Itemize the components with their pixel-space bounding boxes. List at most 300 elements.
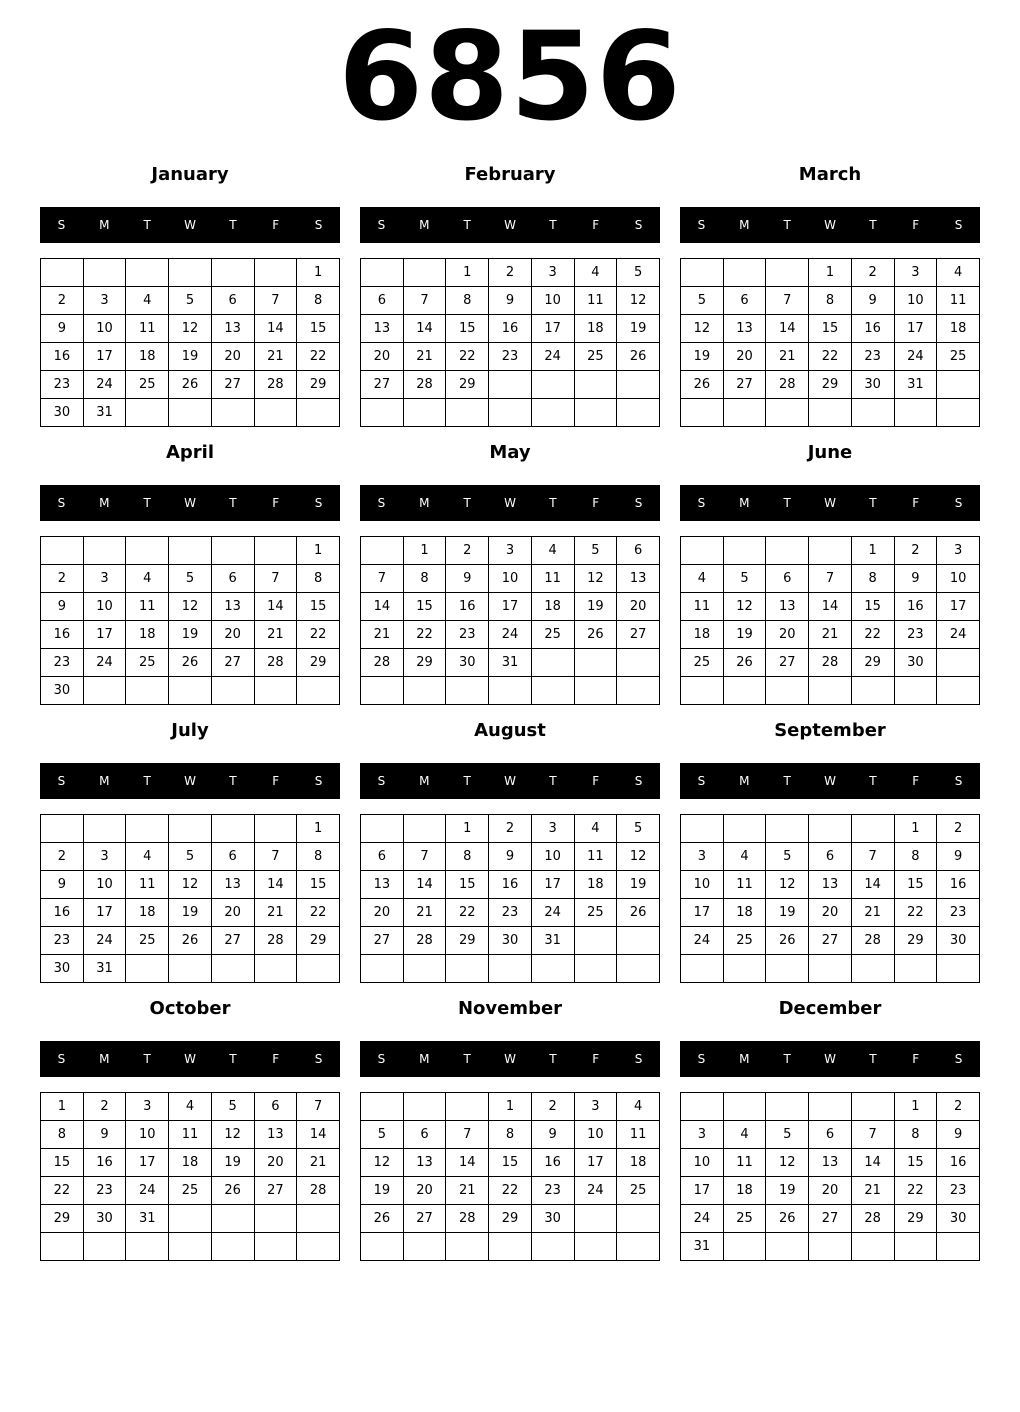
day-cell: 6 <box>361 287 404 315</box>
day-cell: 10 <box>531 843 574 871</box>
month-title: January <box>151 164 229 185</box>
day-cell: 29 <box>809 371 852 399</box>
day-cell: 12 <box>766 1149 809 1177</box>
weekday-label: M <box>99 496 110 510</box>
day-cell: 15 <box>297 593 340 621</box>
day-cell: 18 <box>937 315 980 343</box>
day-cell: 30 <box>446 649 489 677</box>
day-cell: 6 <box>361 843 404 871</box>
day-cell: 27 <box>254 1177 297 1205</box>
weekday-label: S <box>314 496 323 510</box>
day-cell: 1 <box>446 815 489 843</box>
week-row <box>681 621 980 649</box>
day-cell: 14 <box>254 871 297 899</box>
day-cell: 18 <box>574 315 617 343</box>
day-cell: 10 <box>531 287 574 315</box>
day-cell: 19 <box>211 1149 254 1177</box>
day-cell: 9 <box>851 287 894 315</box>
day-cell: 22 <box>894 899 937 927</box>
day-cell: 13 <box>723 315 766 343</box>
day-cell: 10 <box>83 315 126 343</box>
empty-day-cell <box>403 955 446 983</box>
day-cell: 13 <box>211 315 254 343</box>
day-cell: 17 <box>681 1177 724 1205</box>
weekday-label: T <box>549 774 557 788</box>
day-cell: 5 <box>361 1121 404 1149</box>
empty-day-cell <box>937 1233 980 1261</box>
day-cell: 4 <box>723 1121 766 1149</box>
day-cell: 24 <box>83 371 126 399</box>
empty-day-cell <box>937 371 980 399</box>
day-cell: 21 <box>809 621 852 649</box>
day-cell: 19 <box>169 621 212 649</box>
day-cell: 28 <box>809 649 852 677</box>
weekday-label: S <box>697 496 706 510</box>
month-september <box>680 718 980 998</box>
empty-day-cell <box>403 1093 446 1121</box>
day-cell: 11 <box>169 1121 212 1149</box>
week-row <box>681 1177 980 1205</box>
empty-day-cell <box>126 1233 169 1261</box>
day-cell: 24 <box>531 343 574 371</box>
weekday-label: F <box>592 496 600 510</box>
day-cell: 7 <box>403 287 446 315</box>
day-cell: 2 <box>894 537 937 565</box>
day-cell: 2 <box>851 259 894 287</box>
day-cell: 17 <box>681 899 724 927</box>
day-cell: 13 <box>361 315 404 343</box>
weekday-label: F <box>272 218 280 232</box>
day-cell: 7 <box>254 565 297 593</box>
day-cell: 4 <box>126 843 169 871</box>
empty-day-cell <box>126 259 169 287</box>
empty-day-cell <box>211 677 254 705</box>
weekday-label: M <box>739 496 750 510</box>
week-row <box>361 315 660 343</box>
day-cell: 29 <box>851 649 894 677</box>
day-cell: 22 <box>851 621 894 649</box>
day-cell: 16 <box>489 315 532 343</box>
day-cell: 31 <box>489 649 532 677</box>
day-cell: 1 <box>297 537 340 565</box>
empty-day-cell <box>617 677 660 705</box>
empty-day-cell <box>83 537 126 565</box>
empty-day-cell <box>531 955 574 983</box>
empty-day-cell <box>766 677 809 705</box>
day-cell: 20 <box>254 1149 297 1177</box>
day-cell: 20 <box>211 343 254 371</box>
empty-day-cell <box>681 537 724 565</box>
day-cell: 12 <box>574 565 617 593</box>
day-cell: 23 <box>851 343 894 371</box>
weekday-label: S <box>377 774 386 788</box>
day-cell: 16 <box>489 871 532 899</box>
empty-day-cell <box>446 955 489 983</box>
day-cell: 28 <box>254 927 297 955</box>
weekday-label: T <box>783 218 791 232</box>
day-cell: 23 <box>489 343 532 371</box>
day-cell: 21 <box>297 1149 340 1177</box>
empty-day-cell <box>574 955 617 983</box>
day-cell: 31 <box>531 927 574 955</box>
day-cell: 24 <box>531 899 574 927</box>
empty-day-cell <box>723 677 766 705</box>
day-cell: 6 <box>211 843 254 871</box>
weekday-label: S <box>377 1052 386 1066</box>
empty-day-cell <box>766 1093 809 1121</box>
day-cell: 3 <box>574 1093 617 1121</box>
empty-day-cell <box>766 399 809 427</box>
day-cell: 30 <box>851 371 894 399</box>
day-cell: 28 <box>446 1205 489 1233</box>
day-grid <box>680 536 980 705</box>
day-cell: 8 <box>297 287 340 315</box>
day-cell: 20 <box>361 899 404 927</box>
day-cell: 15 <box>446 315 489 343</box>
empty-day-cell <box>446 1093 489 1121</box>
day-cell: 30 <box>83 1205 126 1233</box>
month-march <box>680 162 980 442</box>
week-row <box>681 343 980 371</box>
weekday-label: S <box>634 1052 643 1066</box>
empty-day-cell <box>766 537 809 565</box>
month-april <box>40 440 340 720</box>
empty-day-cell <box>531 677 574 705</box>
empty-day-cell <box>531 371 574 399</box>
day-grid <box>360 814 660 983</box>
day-cell: 31 <box>894 371 937 399</box>
empty-day-cell <box>851 1093 894 1121</box>
day-cell: 24 <box>126 1177 169 1205</box>
weekday-label: T <box>869 218 877 232</box>
day-cell: 8 <box>403 565 446 593</box>
weekday-header-bar <box>40 763 340 799</box>
day-cell: 12 <box>617 287 660 315</box>
weekday-label: S <box>57 218 66 232</box>
day-cell: 8 <box>489 1121 532 1149</box>
week-row <box>361 649 660 677</box>
weekday-label: M <box>99 774 110 788</box>
day-cell: 4 <box>723 843 766 871</box>
empty-day-cell <box>937 399 980 427</box>
day-cell: 19 <box>723 621 766 649</box>
week-row <box>41 343 340 371</box>
weekday-label: S <box>57 496 66 510</box>
day-cell: 2 <box>41 287 84 315</box>
weekday-label: F <box>912 218 920 232</box>
day-cell: 1 <box>403 537 446 565</box>
empty-day-cell <box>211 537 254 565</box>
day-cell: 16 <box>851 315 894 343</box>
day-cell: 23 <box>41 371 84 399</box>
day-cell: 16 <box>41 621 84 649</box>
day-grid <box>680 814 980 983</box>
day-cell: 17 <box>83 343 126 371</box>
weekday-header-bar <box>360 763 660 799</box>
empty-day-cell <box>361 399 404 427</box>
empty-day-cell <box>361 259 404 287</box>
empty-day-cell <box>681 955 724 983</box>
day-cell: 28 <box>254 649 297 677</box>
month-may <box>360 440 660 720</box>
week-row <box>41 1093 340 1121</box>
weekday-label: M <box>99 218 110 232</box>
empty-day-cell <box>254 1233 297 1261</box>
day-cell: 4 <box>574 815 617 843</box>
day-cell: 4 <box>937 259 980 287</box>
day-cell: 13 <box>361 871 404 899</box>
day-cell: 31 <box>83 955 126 983</box>
week-row <box>681 259 980 287</box>
empty-day-cell <box>574 371 617 399</box>
empty-day-cell <box>403 677 446 705</box>
empty-day-cell <box>766 955 809 983</box>
day-cell: 17 <box>574 1149 617 1177</box>
weekday-label: T <box>869 774 877 788</box>
empty-day-cell <box>894 1233 937 1261</box>
weekday-label: S <box>954 774 963 788</box>
day-cell: 5 <box>766 843 809 871</box>
day-cell: 15 <box>809 315 852 343</box>
day-cell: 8 <box>809 287 852 315</box>
day-cell: 24 <box>894 343 937 371</box>
weekday-label: S <box>634 496 643 510</box>
day-cell: 9 <box>446 565 489 593</box>
week-row <box>361 1121 660 1149</box>
weekday-header-bar <box>680 1041 980 1077</box>
empty-day-cell <box>41 259 84 287</box>
day-cell: 1 <box>809 259 852 287</box>
day-cell: 18 <box>574 871 617 899</box>
empty-day-cell <box>83 1233 126 1261</box>
day-cell: 12 <box>169 871 212 899</box>
day-cell: 31 <box>126 1205 169 1233</box>
empty-day-cell <box>297 1205 340 1233</box>
empty-day-cell <box>126 677 169 705</box>
day-cell: 24 <box>83 649 126 677</box>
day-cell: 5 <box>211 1093 254 1121</box>
day-cell: 11 <box>126 871 169 899</box>
empty-day-cell <box>723 537 766 565</box>
week-row <box>361 343 660 371</box>
weekday-label: F <box>272 496 280 510</box>
day-cell: 27 <box>809 1205 852 1233</box>
month-title: September <box>774 720 886 741</box>
empty-day-cell <box>723 1233 766 1261</box>
day-cell: 21 <box>446 1177 489 1205</box>
day-cell: 23 <box>446 621 489 649</box>
week-row <box>41 593 340 621</box>
empty-day-cell <box>574 399 617 427</box>
day-cell: 16 <box>937 1149 980 1177</box>
day-cell: 2 <box>489 259 532 287</box>
weekday-label: F <box>592 218 600 232</box>
day-cell: 29 <box>297 649 340 677</box>
day-cell: 1 <box>851 537 894 565</box>
weekday-header-bar <box>40 1041 340 1077</box>
day-cell: 7 <box>851 1121 894 1149</box>
weekday-label: W <box>504 1052 516 1066</box>
day-cell: 9 <box>531 1121 574 1149</box>
day-grid <box>360 258 660 427</box>
day-cell: 21 <box>851 899 894 927</box>
day-cell: 26 <box>574 621 617 649</box>
day-cell: 5 <box>169 565 212 593</box>
day-cell: 15 <box>851 593 894 621</box>
empty-day-cell <box>126 815 169 843</box>
weekday-label: S <box>314 774 323 788</box>
empty-day-cell <box>446 399 489 427</box>
day-cell: 1 <box>297 259 340 287</box>
weekday-label: T <box>463 218 471 232</box>
day-cell: 11 <box>937 287 980 315</box>
day-cell: 8 <box>41 1121 84 1149</box>
day-cell: 26 <box>169 371 212 399</box>
day-cell: 26 <box>211 1177 254 1205</box>
day-cell: 9 <box>489 287 532 315</box>
empty-day-cell <box>254 537 297 565</box>
day-cell: 3 <box>83 565 126 593</box>
month-july <box>40 718 340 998</box>
week-row <box>681 1205 980 1233</box>
day-cell: 10 <box>489 565 532 593</box>
week-row <box>41 899 340 927</box>
weekday-label: W <box>504 496 516 510</box>
weekday-label: T <box>229 496 237 510</box>
day-cell: 22 <box>297 343 340 371</box>
empty-day-cell <box>809 537 852 565</box>
empty-day-cell <box>361 677 404 705</box>
empty-day-cell <box>617 399 660 427</box>
weekday-label: W <box>184 218 196 232</box>
day-cell: 9 <box>41 315 84 343</box>
day-cell: 30 <box>41 955 84 983</box>
weekday-label: S <box>954 218 963 232</box>
day-cell: 16 <box>83 1149 126 1177</box>
day-cell: 25 <box>681 649 724 677</box>
weekday-label: W <box>184 774 196 788</box>
day-cell: 11 <box>723 1149 766 1177</box>
day-cell: 1 <box>297 815 340 843</box>
week-row <box>681 955 980 983</box>
weekday-label: S <box>314 1052 323 1066</box>
day-cell: 14 <box>254 315 297 343</box>
day-cell: 19 <box>574 593 617 621</box>
day-cell: 23 <box>531 1177 574 1205</box>
month-title: August <box>474 720 546 741</box>
week-row <box>41 1149 340 1177</box>
empty-day-cell <box>211 399 254 427</box>
day-cell: 23 <box>83 1177 126 1205</box>
day-cell: 7 <box>403 843 446 871</box>
weekday-label: M <box>419 774 430 788</box>
week-row <box>41 649 340 677</box>
day-cell: 7 <box>766 287 809 315</box>
day-cell: 25 <box>126 649 169 677</box>
week-row <box>681 871 980 899</box>
day-cell: 28 <box>403 927 446 955</box>
day-cell: 10 <box>83 593 126 621</box>
day-cell: 25 <box>723 1205 766 1233</box>
day-cell: 25 <box>169 1177 212 1205</box>
day-cell: 5 <box>681 287 724 315</box>
empty-day-cell <box>809 815 852 843</box>
week-row <box>41 315 340 343</box>
day-cell: 3 <box>83 843 126 871</box>
empty-day-cell <box>809 1093 852 1121</box>
day-grid <box>680 258 980 427</box>
day-cell: 14 <box>254 593 297 621</box>
day-cell: 19 <box>766 1177 809 1205</box>
day-cell: 25 <box>574 343 617 371</box>
day-cell: 2 <box>41 565 84 593</box>
day-cell: 28 <box>403 371 446 399</box>
week-row <box>41 1233 340 1261</box>
empty-day-cell <box>489 1233 532 1261</box>
day-cell: 22 <box>446 899 489 927</box>
day-cell: 28 <box>361 649 404 677</box>
day-cell: 19 <box>617 871 660 899</box>
weekday-label: T <box>143 218 151 232</box>
day-cell: 22 <box>894 1177 937 1205</box>
empty-day-cell <box>169 1205 212 1233</box>
day-cell: 26 <box>766 927 809 955</box>
day-cell: 18 <box>723 899 766 927</box>
day-cell: 1 <box>894 1093 937 1121</box>
day-cell: 12 <box>169 315 212 343</box>
day-cell: 30 <box>894 649 937 677</box>
weekday-label: M <box>419 496 430 510</box>
day-cell: 26 <box>169 927 212 955</box>
day-cell: 12 <box>766 871 809 899</box>
day-cell: 9 <box>937 1121 980 1149</box>
weekday-label: M <box>739 1052 750 1066</box>
day-cell: 16 <box>531 1149 574 1177</box>
weekday-label: W <box>824 774 836 788</box>
week-row <box>41 1205 340 1233</box>
week-row <box>681 537 980 565</box>
day-cell: 21 <box>254 343 297 371</box>
weekday-label: T <box>463 496 471 510</box>
month-title: October <box>149 998 231 1019</box>
week-row <box>681 565 980 593</box>
empty-day-cell <box>254 677 297 705</box>
day-cell: 28 <box>297 1177 340 1205</box>
weekday-label: T <box>229 218 237 232</box>
day-cell: 26 <box>617 343 660 371</box>
week-row <box>681 927 980 955</box>
week-row <box>41 955 340 983</box>
week-row <box>41 537 340 565</box>
day-cell: 30 <box>937 927 980 955</box>
day-cell: 27 <box>211 649 254 677</box>
week-row <box>361 1177 660 1205</box>
day-cell: 5 <box>169 843 212 871</box>
day-cell: 18 <box>723 1177 766 1205</box>
weekday-label: T <box>229 774 237 788</box>
empty-day-cell <box>211 815 254 843</box>
week-row <box>681 843 980 871</box>
empty-day-cell <box>851 955 894 983</box>
empty-day-cell <box>446 677 489 705</box>
day-cell: 12 <box>169 593 212 621</box>
day-grid <box>40 814 340 983</box>
day-cell: 24 <box>681 927 724 955</box>
week-row <box>361 1205 660 1233</box>
day-cell: 22 <box>446 343 489 371</box>
weekday-label: S <box>697 1052 706 1066</box>
day-cell: 30 <box>531 1205 574 1233</box>
